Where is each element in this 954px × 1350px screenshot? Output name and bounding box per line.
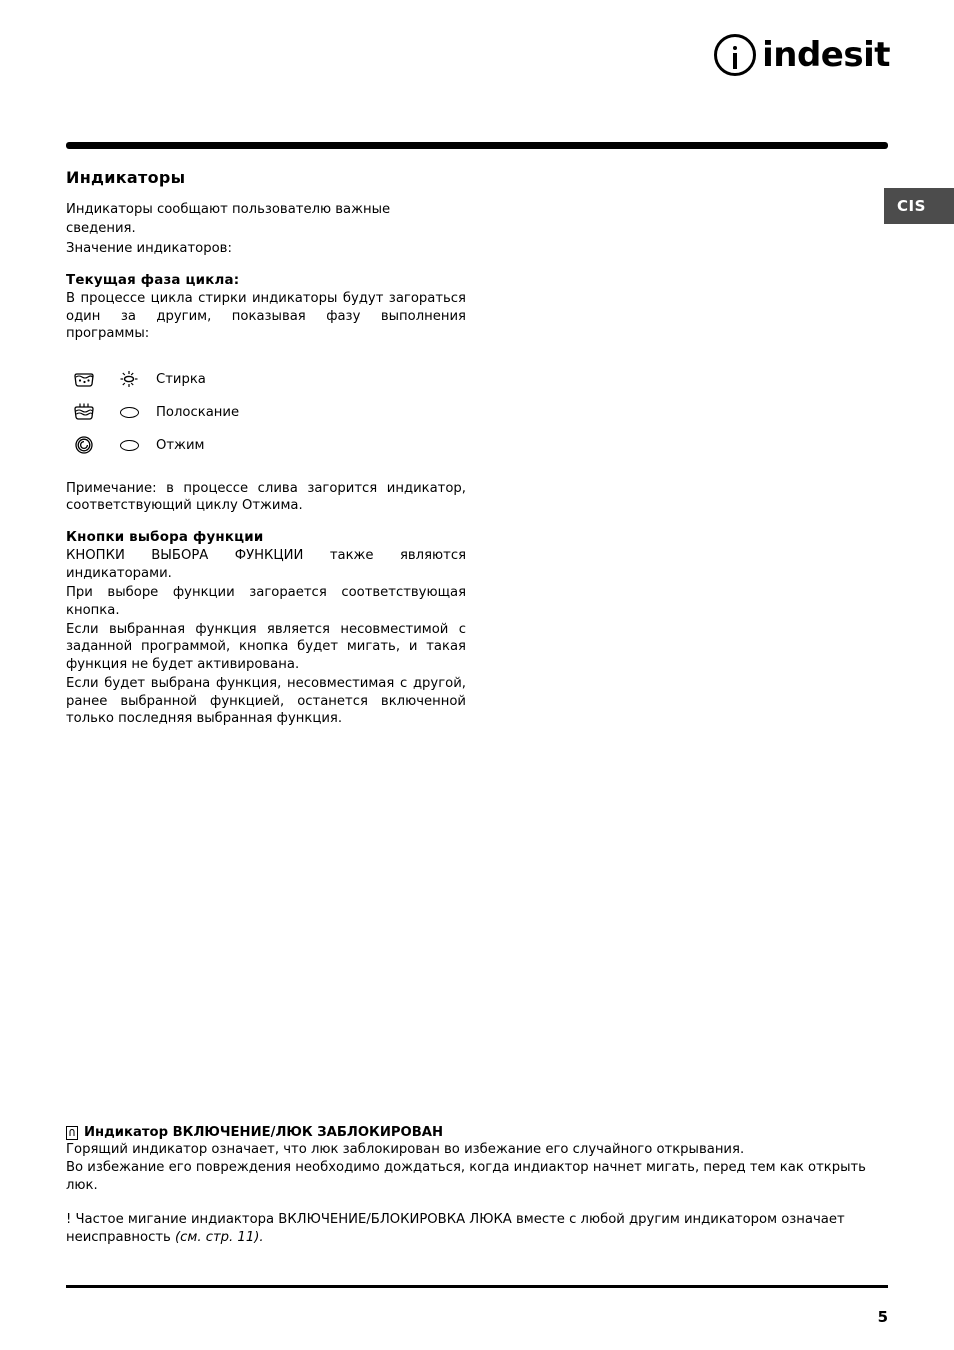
door-lock-warning (66, 1211, 888, 1247)
intro-line-1: Индикаторы сообщают пользователю важные (66, 202, 391, 217)
led-rinse-indicator (102, 407, 156, 418)
phase-text: В процессе цикла стирки индикаторы будут загораться один за другим, показывая фазу выполнения программы: (66, 291, 466, 342)
functions-heading: Кнопки выбора функции (66, 530, 264, 546)
functions-paragraph-4: Если будет выбрана функция, несовместимая с другой, ранее выбранной функцией, останется включенной только последняя выбранная функция. (66, 676, 466, 727)
phase-heading: Текущая фаза цикла: (66, 273, 240, 289)
header-rule (66, 142, 888, 149)
door-lock-heading (66, 1125, 888, 1140)
list-item (66, 396, 466, 429)
footer-rule (66, 1285, 888, 1288)
door-lock-paragraph-1: Горящий индикатор означает, что люк заблокирован во избежание его случайного открывания. (66, 1142, 745, 1157)
wash-basin-icon (66, 370, 102, 388)
indicator-list (66, 363, 466, 462)
rinse-basin-icon (66, 403, 102, 421)
list-item (66, 363, 466, 396)
door-lock-paragraph-2: Во избежание его повреждения необходимо дождаться, когда индиактор начнет мигать, перед тем как открыть люк. (66, 1159, 866, 1193)
list-item-label: Отжим (156, 437, 205, 453)
led-wash-indicator (102, 369, 156, 389)
functions-paragraph-1: КНОПКИ ВЫБОРА ФУНКЦИИ также являются индикаторами. (66, 548, 466, 581)
door-lock-section (66, 1125, 888, 1247)
led-oval-icon (120, 440, 139, 451)
spin-spiral-icon (66, 435, 102, 455)
language-tab-label: CIS (897, 197, 926, 215)
warning-mark: ! (66, 1212, 72, 1228)
intro-line-3: Значение индикаторов: (66, 240, 232, 256)
brand-logo-text: indesit (762, 35, 890, 75)
lock-icon (66, 1126, 78, 1140)
functions-paragraph-3: Если выбранная функция является несовместимой с заданной программой, кнопка будет мигать, и такая функция не будет активирована. (66, 622, 466, 672)
door-lock-heading-text: Индикатор ВКЛЮЧЕНИЕ/ЛЮК ЗАБЛОКИРОВАН (84, 1125, 444, 1140)
door-lock-warning-ref: (см. стр. 11). (175, 1230, 264, 1246)
brand-logo (714, 32, 890, 78)
page-number: 5 (877, 1308, 888, 1326)
language-tab-cis (884, 188, 954, 224)
list-item-label: Полоскание (156, 404, 240, 420)
main-content (66, 168, 466, 730)
led-spin-indicator (102, 440, 156, 451)
page-title: Индикаторы (66, 168, 186, 187)
door-lock-warning-text: Частое мигание индиактора ВКЛЮЧЕНИЕ/БЛОКИРОВКА ЛЮКА вместе с любой другим индикатором означает неисправность (66, 1212, 845, 1246)
led-oval-icon (120, 407, 139, 418)
list-item (66, 429, 466, 462)
indesit-circle-i-icon (714, 34, 756, 76)
intro-line-2: сведения. (66, 221, 136, 237)
list-item-label: Стирка (156, 371, 206, 387)
functions-paragraph-2: При выборе функции загорается соответствующая кнопка. (66, 585, 466, 618)
note-text: Примечание: в процессе слива загорится индикатор, соответствующий циклу Отжима. (66, 480, 466, 513)
